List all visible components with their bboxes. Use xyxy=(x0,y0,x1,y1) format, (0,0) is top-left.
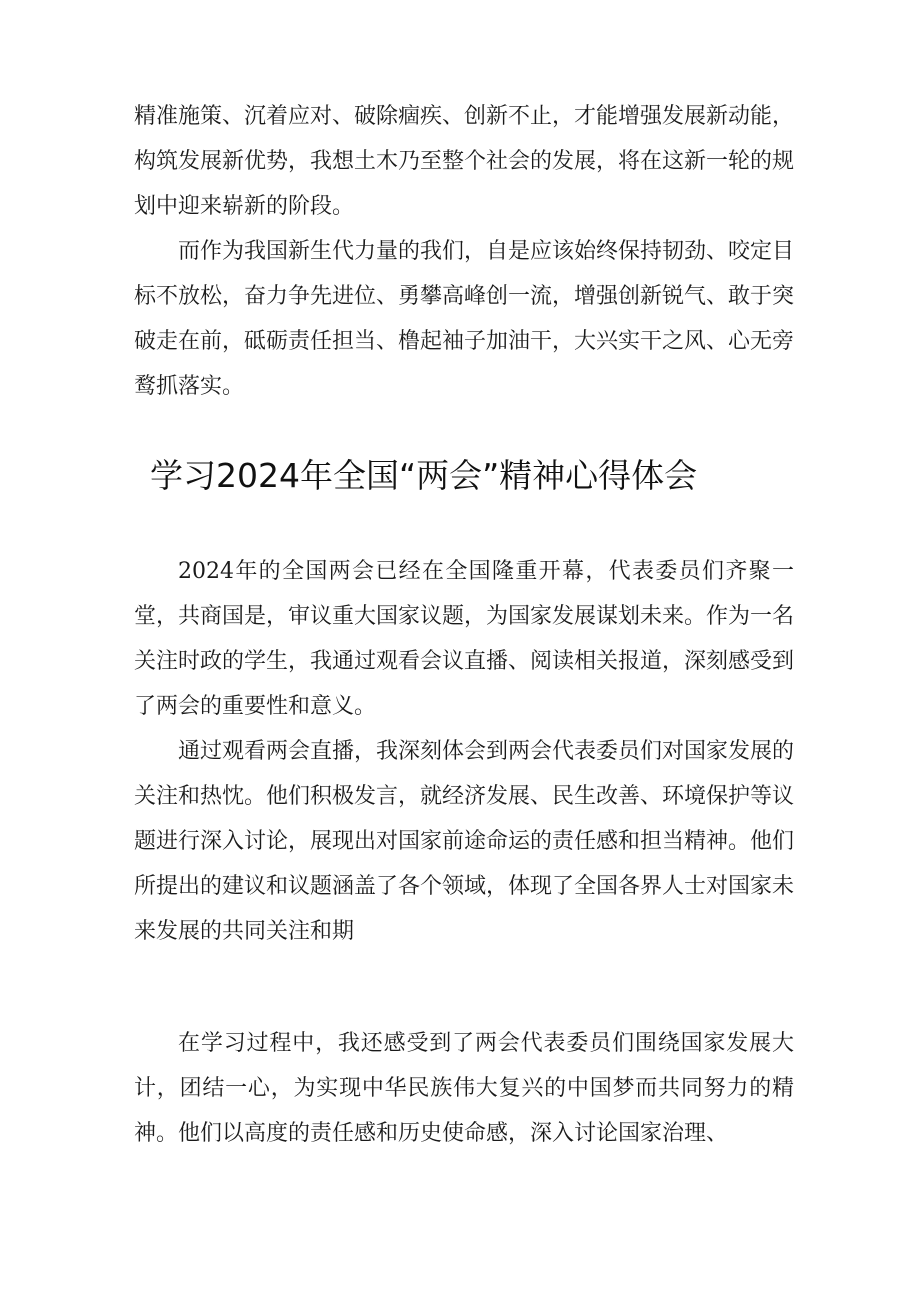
paragraph-continued: 精准施策、沉着应对、破除痼疾、创新不止，才能增强发展新动能，构筑发展新优势，我想土木乃至整个社会的发展，将在这新一轮的规划中迎来崭新的阶段。 xyxy=(134,104,795,219)
paragraph-youth-responsibility: 而作为我国新生代力量的我们，自是应该始终保持韧劲、咬定目标不放松，奋力争先进位、勇攀高峰创一流，增强创新锐气、敢于突破走在前，砥砺责任担当、橹起袖子加油干，大兴实干之风、心无旁鹜抓落实。 xyxy=(134,239,795,399)
paragraph-intro: 2024年的全国两会已经在全国隆重开幕，代表委员们齐聚一堂，共商国是，审议重大国家议题，为国家发展谋划未来。作为一名关注时政的学生，我通过观看会议直播、阅读相关报道，深刻感受到了两会的重要性和意义。 xyxy=(134,559,795,719)
paragraph-learning-process: 在学习过程中，我还感受到了两会代表委员们围绕国家发展大计，团结一心，为实现中华民族伟大复兴的中国梦而共同努力的精神。他们以高度的责任感和历史使命感，深入讨论国家治理、 xyxy=(134,1031,794,1146)
paragraph-watching-broadcast: 通过观看两会直播，我深刻体会到两会代表委员们对国家发展的关注和热忱。他们积极发言，就经济发展、民生改善、环境保护等议题进行深入讨论，展现出对国家前途命运的责任感和担当精神。他们所提出的建议和议题涵盖了各个领域，体现了全国各界人士对国家未来发展的共同关注和期 xyxy=(134,739,795,944)
article-title: 学习2024年全国“两会”精神心得体会 xyxy=(150,456,698,495)
